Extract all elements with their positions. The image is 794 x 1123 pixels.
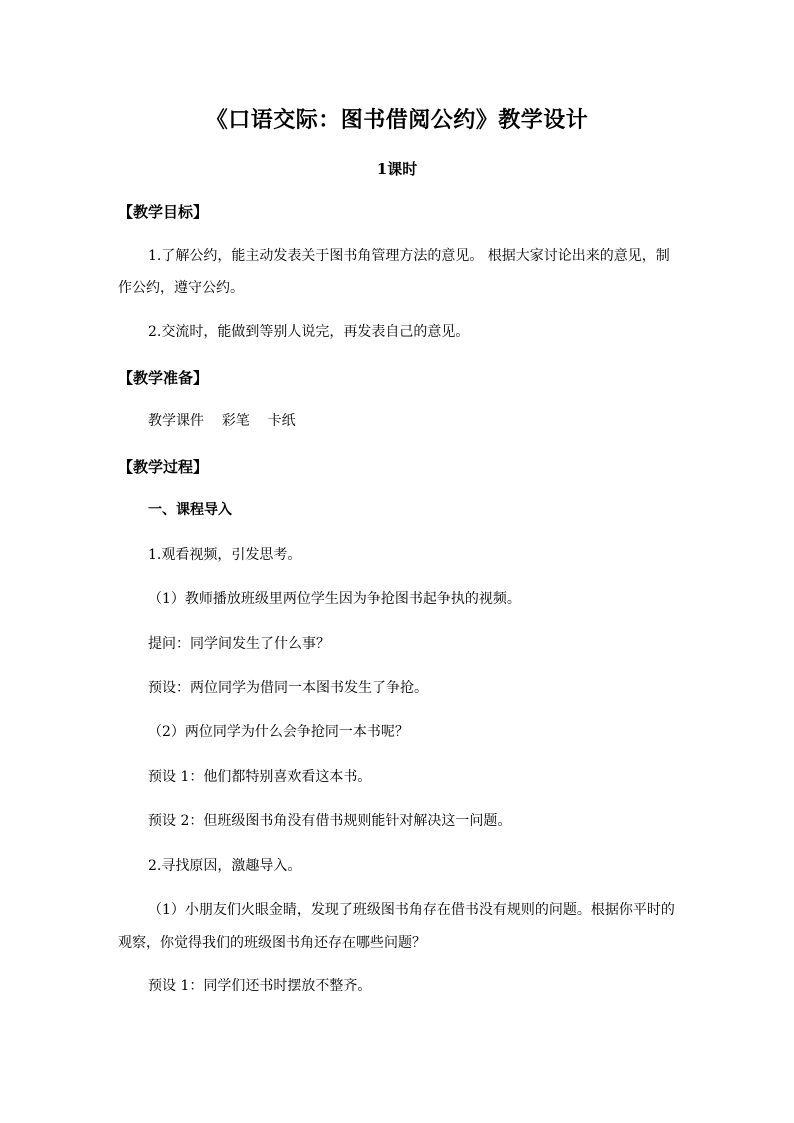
section-heading-preparation: 【教学准备】 [118, 369, 209, 387]
document-title: 《口语交际：图书借阅公约》教学设计 [205, 107, 589, 133]
step-1-1: （1）教师播放班级里两位学生因为争抢图书起争执的视频。 [148, 591, 521, 607]
preset-1a: 预设 1：他们都特别喜欢看这本书。 [148, 769, 372, 785]
preparation-materials: 教学课件 彩笔 卡纸 [148, 413, 296, 429]
step-1: 1.观看视频，引发思考。 [148, 547, 302, 563]
section-heading-objectives: 【教学目标】 [118, 203, 209, 221]
step-2: 2.寻找原因，激趣导入。 [148, 858, 302, 874]
question-1: 提问：同学间发生了什么事？ [148, 636, 330, 652]
preset-2a: 预设 1：同学们还书时摆放不整齐。 [148, 978, 372, 994]
objective-1-line-1: 1.了解公约，能主动发表关于图书角管理方法的意见。 根据大家讨论出来的意见，制 [148, 248, 670, 264]
objective-1-line-2: 作公约，遵守公约。 [118, 280, 244, 296]
preset-1b: 预设 2：但班级图书角没有借书规则能针对解决这一问题。 [148, 813, 512, 829]
step-1-2: （2）两位同学为什么会争抢同一本书呢？ [148, 724, 409, 740]
part-1-title: 一、课程导入 [148, 502, 232, 518]
objective-2: 2.交流时，能做到等别人说完，再发表自己的意见。 [148, 324, 470, 340]
step-2-1-line-2: 观察，你觉得我们的班级图书角还存在哪些问题？ [118, 935, 426, 951]
preset-1: 预设：两位同学为借同一本图书发生了争抢。 [148, 680, 428, 696]
section-heading-process: 【教学过程】 [118, 458, 209, 476]
step-2-1-line-1: （1）小朋友们火眼金睛，发现了班级图书角存在借书没有规则的问题。根据你平时的 [148, 902, 675, 918]
document-subtitle: 1课时 [376, 160, 418, 178]
